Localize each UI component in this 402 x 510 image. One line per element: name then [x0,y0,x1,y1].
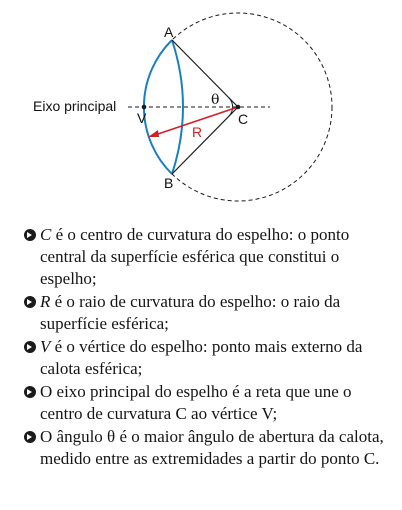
bullet-icon [24,386,36,398]
definition-text: O eixo principal do espelho é a reta que une o centro de curvatura C ao vértice V; [40,382,352,423]
label-V: V [137,110,147,126]
definition-item [24,381,389,425]
spherical-mirror-diagram [0,0,402,215]
bullet-icon [24,229,36,241]
axis-label: Eixo principal [33,98,117,114]
radius-arrowhead [148,130,159,137]
vertex-point [142,105,147,110]
definition-text: é o raio de curvatura do espelho: o raio da superfície esférica; [40,292,341,333]
definition-text: O ângulo θ é o maior ângulo de abertura da calota, medido entre as extremidades a partir do ponto C. [40,427,384,468]
bullet-icon [24,431,36,443]
definition-text: é o centro de curvatura do espelho: o ponto central da superfície esférica que constitui o espelho; [40,225,350,288]
label-C: C [238,111,249,127]
label-B: B [164,175,174,191]
definition-symbol: C [40,225,52,244]
definition-text: é o vértice do espelho: ponto mais externo da calota esférica; [40,337,363,378]
label-A: A [164,24,174,40]
bullet-icon [24,296,36,308]
definition-symbol: R [40,292,51,311]
definition-item [24,224,389,290]
definitions-list [24,224,389,471]
definition-item [24,336,389,380]
center-point [236,105,241,110]
definition-item [24,426,389,470]
definition-item [24,291,389,335]
bullet-icon [24,341,36,353]
label-theta: θ [211,92,220,108]
label-R: R [192,124,203,140]
definition-symbol: V [40,337,51,356]
